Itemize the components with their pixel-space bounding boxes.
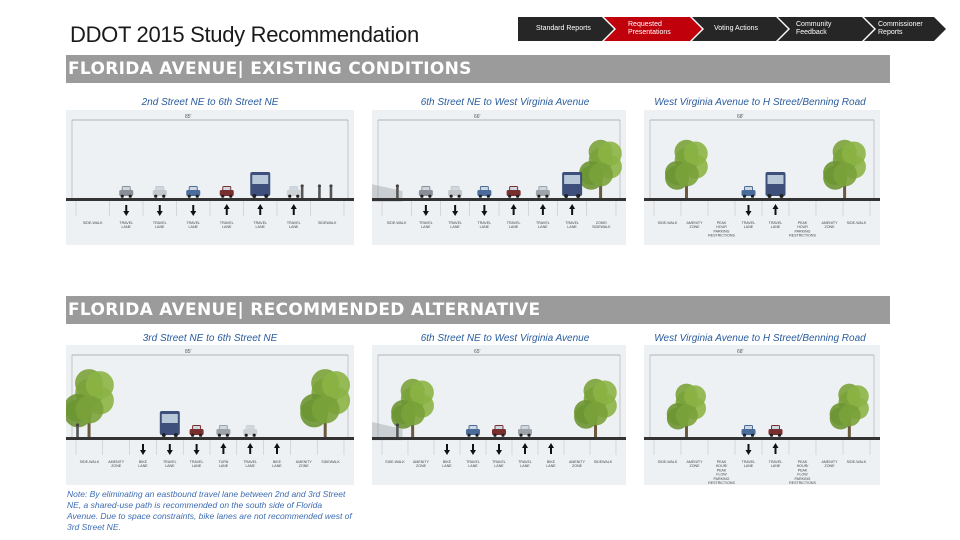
lane-label-line: TURN <box>218 460 229 464</box>
lane-label-line: TRAVEL <box>448 221 462 225</box>
car-window <box>193 426 200 429</box>
road-surface <box>372 437 626 440</box>
tree-foliage <box>675 162 699 186</box>
car-wheel <box>475 434 478 437</box>
lane-label-line: LANE <box>218 464 229 469</box>
car-window <box>220 426 227 429</box>
lane-label-line: TRAVEL <box>119 221 134 225</box>
lane-label-line: TRAVEL <box>152 221 167 225</box>
road-surface <box>66 437 354 440</box>
tree-foliage <box>584 401 608 425</box>
lane-label <box>318 221 337 225</box>
lane-label-line: LANE <box>442 464 452 469</box>
car-window <box>510 187 517 190</box>
bus-wheel <box>768 194 772 198</box>
lane-label-line: AMENITY <box>821 460 838 464</box>
pedestrian-body <box>330 188 333 199</box>
lane-label-line: ZONE/ <box>595 221 607 225</box>
lane-label-line: PEAK <box>716 221 727 225</box>
lane-label-line: LANE <box>546 464 556 469</box>
lane-label-line: RESTRICTIONS <box>708 481 735 485</box>
lane-label-line: LANE <box>567 225 577 230</box>
car-window <box>745 187 752 190</box>
lane-label-line: HOUR <box>797 225 808 230</box>
lane-label-line: LANE <box>538 225 548 230</box>
lane-label-line: LANE <box>191 464 202 469</box>
page-title: DDOT 2015 Study Recommendation <box>70 22 419 47</box>
nav-requested-presentations[interactable] <box>612 17 692 41</box>
road-surface <box>644 198 880 201</box>
lane-label-line: PEAK <box>716 460 727 464</box>
recommended-heading: FLORIDA AVENUE| RECOMMENDED ALTERNATIVE <box>66 296 890 324</box>
lane-label-line: SIDEWALK <box>593 460 613 464</box>
lane-label <box>272 460 282 468</box>
car-window <box>496 426 503 429</box>
nav-community-feedback[interactable] <box>784 17 864 41</box>
lane-label <box>218 460 228 468</box>
lane-label-line: TRAVEL <box>768 460 783 464</box>
car-wheel <box>296 195 299 198</box>
car-window <box>470 426 477 429</box>
dimension-label: 66' <box>474 114 481 120</box>
lane-label <box>658 460 678 464</box>
tree-foliage <box>410 381 434 405</box>
lane-label-line: BIKE <box>442 460 452 464</box>
lane-label-line: AMENITY <box>295 460 312 464</box>
lane-label-line: HOUR/ <box>715 464 728 469</box>
lane-label-line: LANE <box>245 464 255 469</box>
car-window <box>290 187 297 190</box>
tree-foliage <box>75 395 103 423</box>
tree-foliage <box>684 142 708 166</box>
car-wheel <box>743 195 746 198</box>
road-surface <box>644 437 880 440</box>
car-wheel <box>245 434 248 437</box>
lane-label-line: HOUR/ <box>796 464 809 469</box>
pedestrian-head <box>396 184 399 187</box>
lane-label-line: LANE <box>255 225 265 230</box>
car-wheel <box>162 195 165 198</box>
lane-label-line: LANE <box>222 225 232 230</box>
lane-label-line: TRAVEL <box>477 221 492 225</box>
pedestrian-head <box>318 184 321 187</box>
lane-label-line: LANE <box>743 225 754 230</box>
lane-label-line: LANE <box>520 464 530 469</box>
car-window <box>422 187 429 190</box>
car-wheel <box>770 434 773 437</box>
lane-label-line: SIDE-WALK <box>846 460 867 464</box>
nav-voting-actions[interactable] <box>698 17 778 41</box>
lane-label <box>385 460 405 464</box>
pedestrian-head <box>396 423 399 426</box>
car-wheel <box>501 434 504 437</box>
lane-label-line: AMENITY <box>821 221 838 225</box>
pedestrian-body <box>318 188 321 199</box>
pedestrian-head <box>329 184 332 187</box>
lane-label-line: TRAVEL <box>466 460 480 464</box>
lane-label-line: LANE <box>468 464 478 469</box>
recommended-cross-section-1 <box>66 345 354 485</box>
pedestrian-head <box>76 423 79 426</box>
lane-label-line: TRAVEL <box>186 221 201 225</box>
pedestrian-body <box>396 188 399 199</box>
lane-label-line: TRAVEL <box>768 221 783 225</box>
bus-wheel <box>564 194 568 198</box>
lane-label-line: AMENITY <box>686 221 703 225</box>
lane-label-line: RESTRICTIONS <box>789 481 816 485</box>
lane-label-line: BIKE <box>138 460 148 464</box>
lane-label-line: ZONE <box>111 464 122 469</box>
lane-label-line: LANE <box>138 464 148 469</box>
lane-label-line: ZONE <box>689 225 700 230</box>
lane-label-line: PEAK <box>797 460 808 464</box>
lane-label <box>442 460 452 468</box>
lane-label-line: TRAVEL <box>243 460 258 464</box>
recommended-section-title-2: 6th Street NE to West Virginia Avenue <box>420 333 590 344</box>
dimension-label: 68' <box>737 114 744 120</box>
lane-label <box>321 460 340 464</box>
car-wheel <box>129 195 132 198</box>
nav-commissioner-reports[interactable] <box>870 17 946 41</box>
bus-wheel <box>162 433 166 437</box>
car-wheel <box>218 434 221 437</box>
lane-label-line: TRAVEL <box>565 221 579 225</box>
car-wheel <box>458 195 461 198</box>
lane-label <box>658 221 678 225</box>
tree-foliage <box>312 395 340 423</box>
tree-foliage <box>401 401 425 425</box>
car-wheel <box>450 195 453 198</box>
lane-label-line: LANE <box>289 225 299 230</box>
lane-label-line: LANE <box>165 464 175 469</box>
car-wheel <box>229 195 232 198</box>
car-wheel <box>226 434 229 437</box>
car-wheel <box>508 195 511 198</box>
lane-label-line: LANE <box>155 225 165 230</box>
lane-label-line: SIDEWALK <box>592 225 611 230</box>
lane-label-line: RESTRICTIONS <box>708 233 735 238</box>
lane-label-line: TRAVEL <box>741 221 756 225</box>
lane-label-line: LANE <box>743 464 754 469</box>
recommended-section-title-1: 3rd Street NE to 6th Street NE <box>142 333 278 344</box>
lane-label-line: FLOW <box>716 472 727 477</box>
lane-label-line: LANE <box>188 225 198 230</box>
lane-label-line: TRAVEL <box>189 460 204 464</box>
lane-label <box>138 460 148 468</box>
nav-label: Requested Presentations <box>628 21 671 36</box>
lane-label-line: LANE <box>421 225 431 230</box>
lane-label-line: ZONE <box>416 464 426 469</box>
car-window <box>481 187 488 190</box>
car-window <box>745 426 752 429</box>
car-window <box>452 187 459 190</box>
footnote: Note: By eliminating an eastbound travel lane between 2nd and 3rd Street NE, a shared-use path is recommended on the south side of Florida Avenue. Due to space constraints, bike lanes are not recommended west of 3rd Street NE. <box>67 489 352 532</box>
lane-label-line: PEAK <box>716 468 727 473</box>
car-wheel <box>479 195 482 198</box>
existing-section-title-3: West Virginia Avenue to H Street/Benning Road <box>654 97 866 108</box>
lane-label-line: AMENITY <box>108 460 125 464</box>
lane-label-line: TRAVEL <box>286 221 301 225</box>
lane-label-line: LANE <box>450 225 460 230</box>
car-wheel <box>527 434 530 437</box>
car-wheel <box>221 195 224 198</box>
car-window <box>190 187 197 190</box>
bus-wheel <box>780 194 784 198</box>
lane-label <box>83 221 103 225</box>
bus-wheel <box>576 194 580 198</box>
pedestrian-body <box>301 188 304 199</box>
lane-label-line: LANE <box>272 464 282 469</box>
tree-foliage <box>593 381 617 405</box>
recommended-section-title-3: West Virginia Avenue to H Street/Benning Road <box>654 333 866 344</box>
lane-label-line: ZONE <box>298 464 309 469</box>
tree-foliage <box>589 162 613 186</box>
lane-label-line: BIKE <box>272 460 282 464</box>
tree-foliage <box>598 142 622 166</box>
tree-foliage <box>684 385 706 407</box>
lane-label-line: SIDE-WALK <box>657 460 678 464</box>
car-wheel <box>537 195 540 198</box>
panel-background <box>66 110 354 245</box>
car-window <box>539 187 546 190</box>
nav-label: Voting Actions <box>714 25 758 32</box>
car-wheel <box>751 434 754 437</box>
car-wheel <box>493 434 496 437</box>
lane-label-line: TRAVEL <box>741 460 756 464</box>
bus-window <box>162 414 178 423</box>
tree-foliage <box>842 142 866 166</box>
dimension-label: 85' <box>185 114 192 120</box>
lane-label-line: TRAVEL <box>253 221 268 225</box>
car-wheel <box>191 434 194 437</box>
lane-label-line: SIDE-WALK <box>82 221 103 225</box>
tree-foliage <box>839 404 861 426</box>
car-window <box>156 187 163 190</box>
car-wheel <box>487 195 490 198</box>
lane-label-line: PARKING <box>713 476 730 481</box>
dimension-label: 85' <box>185 349 192 355</box>
lane-label-line: SIDE-WALK <box>657 221 678 225</box>
lane-label-line: TRAVEL <box>219 221 234 225</box>
lane-label-line: BIKE <box>546 460 556 464</box>
lane-label-line: TRAVEL <box>419 221 433 225</box>
bus-wheel <box>174 433 178 437</box>
tree-foliage <box>833 162 857 186</box>
car-wheel <box>199 434 202 437</box>
lane-label-line: AMENITY <box>686 460 703 464</box>
lane-label-line: HOUR <box>716 225 727 230</box>
nav-standard-reports[interactable] <box>518 17 604 41</box>
car-wheel <box>154 195 157 198</box>
lane-label-line: SIDE-WALK <box>386 221 407 225</box>
car-wheel <box>751 195 754 198</box>
car-wheel <box>121 195 124 198</box>
tree-foliage <box>322 371 350 399</box>
nav-label: Commissioner Reports <box>878 21 923 36</box>
car-wheel <box>188 195 191 198</box>
bus-window <box>252 175 268 184</box>
lane-label-line: SIDE-WALK <box>79 460 100 464</box>
car-wheel <box>743 434 746 437</box>
lane-label-line: ZONE <box>572 464 582 469</box>
lane-label <box>387 221 407 225</box>
existing-section-title-1: 2nd Street NE to 6th Street NE <box>141 97 279 108</box>
lane-label-line: ZONE <box>689 464 700 469</box>
nav-chevrons <box>518 17 946 41</box>
bus-window <box>564 175 580 184</box>
lane-label-line: SIDE-WALK <box>385 460 405 464</box>
lane-label-line: PARKING <box>794 476 811 481</box>
car-wheel <box>516 195 519 198</box>
recommended-cross-section-3 <box>644 345 880 485</box>
tree-foliage <box>86 371 114 399</box>
car-wheel <box>253 434 256 437</box>
bus-wheel <box>264 194 268 198</box>
recommended-cross-section-2 <box>372 345 626 485</box>
lane-label-line: RESTRICTIONS <box>789 233 816 238</box>
lane-label-line: TRAVEL <box>506 221 521 225</box>
lane-label-line: ZONE <box>824 464 835 469</box>
pedestrian-body <box>396 427 399 438</box>
lane-label-line: AMENITY <box>413 460 429 464</box>
lane-label-line: LANE <box>121 225 131 230</box>
existing-section-title-2: 6th Street NE to West Virginia Avenue <box>420 97 590 108</box>
lane-label-line: AMENITY <box>569 460 585 464</box>
tree-foliage <box>676 404 698 426</box>
lane-label-line: FLOW <box>797 472 808 477</box>
lane-label-line: PEAK <box>797 468 808 473</box>
lane-label-line: SIDEWALK <box>318 221 337 225</box>
car-window <box>223 187 230 190</box>
pedestrian-body <box>76 427 79 438</box>
car-window <box>772 426 779 429</box>
lane-label <box>847 221 867 225</box>
car-wheel <box>519 434 522 437</box>
lane-label-line: TRAVEL <box>536 221 550 225</box>
lane-label-line: SIDE-WALK <box>846 221 867 225</box>
road-surface <box>372 198 626 201</box>
existing-cross-section-1 <box>66 110 354 245</box>
dimension-label: 68' <box>737 349 744 355</box>
lane-label-line: TRAVEL <box>162 460 177 464</box>
lane-label-line: TRAVEL <box>492 460 506 464</box>
lane-label-line: ZONE <box>824 225 835 230</box>
lane-label-line: LANE <box>770 225 781 230</box>
lane-label-line: PARKING <box>713 229 730 234</box>
dimension-label: 65' <box>474 349 481 355</box>
existing-cross-section-3 <box>644 110 880 245</box>
pedestrian-head <box>301 184 304 187</box>
lane-label <box>847 460 867 464</box>
lane-label <box>546 460 556 468</box>
car-wheel <box>778 434 781 437</box>
bus-window <box>768 175 784 184</box>
nav-label: Standard Reports <box>536 25 591 32</box>
existing-heading: FLORIDA AVENUE| EXISTING CONDITIONS <box>66 55 890 83</box>
lane-label-line: PEAK <box>797 221 808 225</box>
car-wheel <box>428 195 431 198</box>
bus-wheel <box>252 194 256 198</box>
lane-label-line: LANE <box>508 225 519 230</box>
lane-label-line: LANE <box>770 464 781 469</box>
car-window <box>123 187 130 190</box>
car-wheel <box>196 195 199 198</box>
lane-label-line: SIDEWALK <box>321 460 340 464</box>
car-wheel <box>288 195 291 198</box>
car-wheel <box>545 195 548 198</box>
lane-label-line: LANE <box>494 464 504 469</box>
lane-label-line: LANE <box>479 225 490 230</box>
existing-cross-section-2 <box>372 110 626 245</box>
car-window <box>522 426 529 429</box>
car-wheel <box>467 434 470 437</box>
lane-label-line: PARKING <box>794 229 811 234</box>
car-window <box>247 426 254 429</box>
tree-foliage <box>847 385 869 407</box>
car-wheel <box>420 195 423 198</box>
nav-label: Community Feedback <box>796 21 832 36</box>
lane-label-line: TRAVEL <box>518 460 532 464</box>
road-surface <box>66 198 354 201</box>
lane-label <box>80 460 100 464</box>
lane-label <box>594 460 613 464</box>
